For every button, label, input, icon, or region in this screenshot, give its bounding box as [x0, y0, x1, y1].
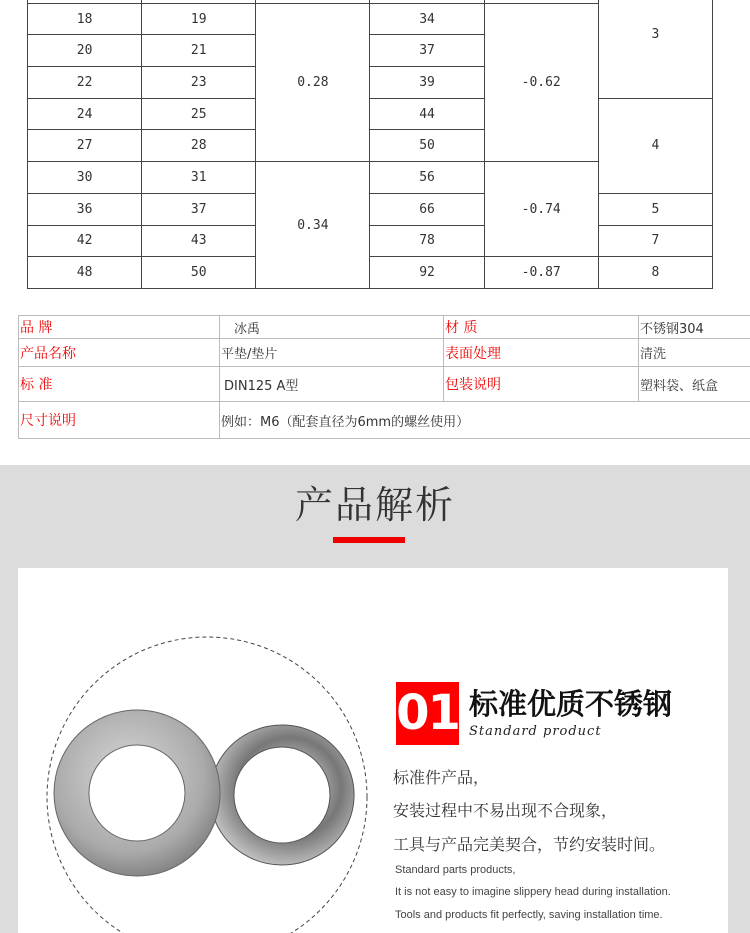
table-row: 22 23 39 [28, 67, 713, 99]
spec-table: 品 牌 冰禹 材 质 不锈钢304 产品名称 平垫/垫片 表面处理 清洗 标 准 DIN125 A型 包装说明 塑料袋、纸盒 尺寸说明 例如：M6（配套直径为6mm的螺丝使用） [18, 315, 750, 439]
feature-number: 01 [396, 682, 459, 745]
table-row: 30 31 0.34 56 -0.74 [28, 162, 713, 194]
feature-heading-en: Standard product [469, 724, 602, 739]
table-row: 36 37 66 5 [28, 193, 713, 225]
tolerance-cell: 0.34 [256, 162, 370, 289]
washer-left [54, 710, 220, 876]
table-row: 20 21 37 [28, 35, 713, 67]
washer-image [0, 560, 390, 933]
tolerance-cell: -0.74 [484, 162, 598, 257]
size-table [27, 0, 713, 290]
feature-heading: 标准优质不锈钢 [469, 687, 673, 721]
feature-text: 工具与产品完美契合，节约安装时间。 [393, 835, 666, 854]
table-row: 48 50 92 -0.87 8 [28, 257, 713, 289]
tolerance-cell: -0.62 [484, 3, 598, 161]
section-title: 产品解析 [294, 483, 455, 527]
table-row: 18 19 0.28 34 -0.62 [28, 3, 713, 35]
washer-right [210, 725, 354, 865]
feature-text: 安装过程中不易出现不合现象， [393, 801, 618, 820]
thickness-cell: 4 [598, 98, 712, 193]
title-underline [333, 537, 405, 543]
table-row: 24 25 44 4 [28, 98, 713, 130]
thickness-cell: 3 [598, 0, 712, 98]
table-row: 42 43 78 7 [28, 225, 713, 257]
feature-text-en: Tools and products fit perfectly, saving installation time. [395, 909, 663, 921]
feature-text-en: Standard parts products, [395, 864, 516, 876]
tolerance-cell: 0.28 [256, 3, 370, 161]
feature-text-en: It is not easy to imagine slippery head during installation. [395, 886, 671, 898]
feature-text: 标准件产品， [393, 768, 490, 787]
table-row: 27 28 50 [28, 130, 713, 162]
